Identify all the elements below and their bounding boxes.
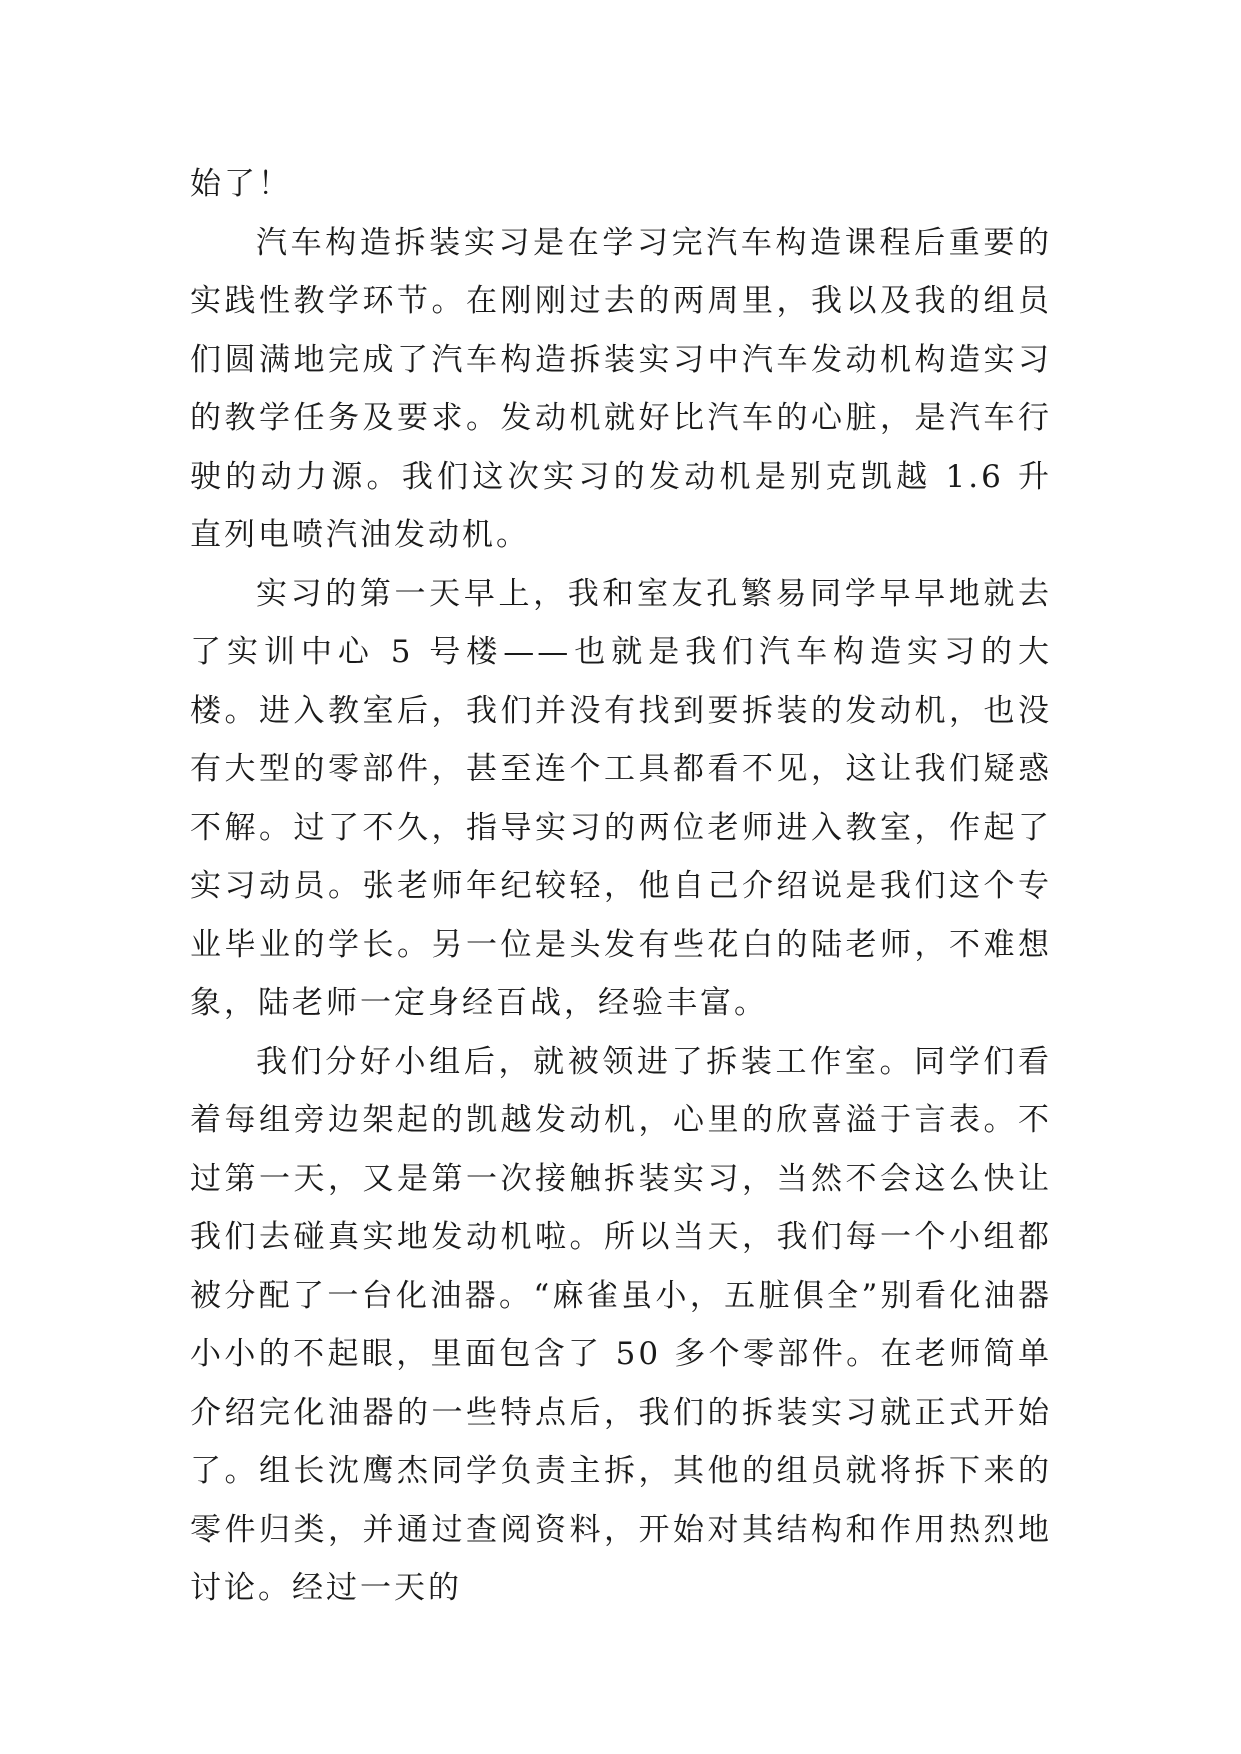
paragraph-first-day: 实习的第一天早上，我和室友孔繁易同学早早地就去了实训中心 5 号楼——也就是我们汽车构造实习的大楼。进入教室后，我们并没有找到要拆装的发动机，也没有大型的零部件，甚至连个工具都看不见，这让我们疑惑不解。过了不久，指导实习的两位老师进入教室，作起了实习动员。张老师年纪较轻，他自己介绍说是我们这个专业毕业的学长。另一位是头发有些花白的陆老师，不难想象，陆老师一定身经百战，经验丰富。 xyxy=(190,575,1052,1021)
paragraph-internship-intro: 汽车构造拆装实习是在学习完汽车构造课程后重要的实践性教学环节。在刚刚过去的两周里，我以及我的组员们圆满地完成了汽车构造拆装实习中汽车发动机构造实习的教学任务及要求。发动机就好比汽车的心脏，是汽车行驶的动力源。我们这次实习的发动机是别克凯越 1.6 升直列电喷汽油发动机。 xyxy=(190,224,1052,553)
paragraph-continued: 始了！ xyxy=(190,166,292,202)
document-body xyxy=(190,155,1052,1618)
paragraph-carburetor: 我们分好小组后，就被领进了拆装工作室。同学们看着每组旁边架起的凯越发动机，心里的欣喜溢于言表。不过第一天，又是第一次接触拆装实习，当然不会这么快让我们去碰真实地发动机啦。所以当天，我们每一个小组都被分配了一台化油器。“麻雀虽小，五脏俱全”别看化油器小小的不起眼，里面包含了 50 多个零部件。在老师简单介绍完化油器的一些特点后，我们的拆装实习就正式开始了。组长沈鹰杰同学负责主拆，其他的组员就将拆下来的零件归类，并通过查阅资料，开始对其结构和作用热烈地讨论。经过一天的 xyxy=(190,1043,1052,1606)
